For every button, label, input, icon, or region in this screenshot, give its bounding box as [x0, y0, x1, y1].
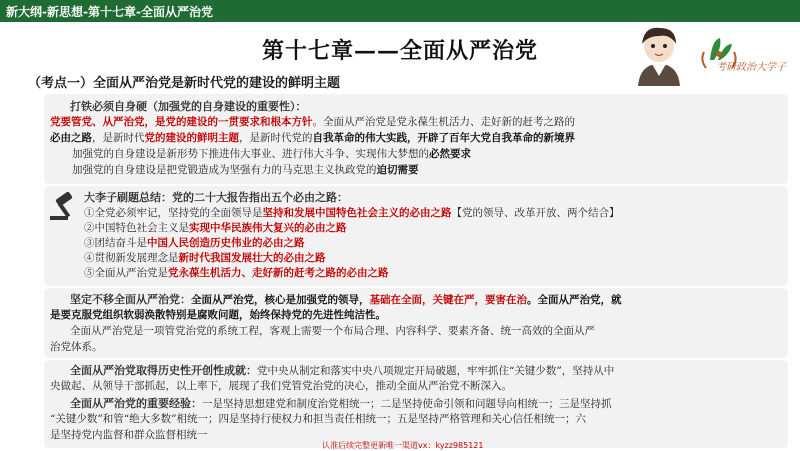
text-line: 必由之路，是新时代党的建设的鲜明主题，是新时代党的自我革命的伟大实践，开辟了百年大党自我革命的新境界: [50, 132, 575, 144]
breadcrumb-title: 新大纲-新思想-第十七章-全面从严治党: [6, 5, 213, 19]
text-line: 是坚持党内监督和群众监督相统一: [50, 429, 208, 441]
text-line: 坚定不移全面从严治党：全面从严治党，核心是加强党的领导，基础在全面，关键在严，要害在治。全面从严治党，就: [70, 293, 622, 306]
list-item: ④贯彻新发展理念是新时代我国发展壮大的必由之路: [84, 252, 326, 264]
panel-heading: 全面从严治党的重要经验：: [70, 397, 202, 410]
teacher-avatar: [630, 24, 688, 86]
panel-five-paths: [44, 186, 788, 286]
brand-text: 考研政治大学子: [716, 62, 786, 73]
panel-heading: 全面从严治党取得历史性开创性成就：: [70, 364, 257, 377]
panel-strict-governance: [44, 288, 788, 358]
text-line: 是要克服党组织软弱涣散特别是腐败问题，始终保持党的先进性纯洁性。: [50, 309, 386, 321]
list-item: ②中国特色社会主义是实现中华民族伟大复兴的必由之路: [84, 222, 347, 234]
text-line: 治党体系。: [50, 341, 103, 353]
panel-self-building: [44, 94, 788, 184]
text-line: 党要管党、从严治党，是党的建设的一贯要求和根本方针。全面从严治党是党永葆生机活力、走好新的赶考之路的: [50, 116, 575, 128]
top-bar: [0, 0, 800, 22]
text-line: 央做起、从领导干部抓起，以上率下，展现了我们党管党治党的决心，推动全面从严治党不断深入。: [50, 380, 512, 392]
list-item: ⑤全面从严治党是党永葆生机活力、走好新的赶考之路的必由之路: [84, 267, 389, 279]
watermark-note: 认准后续完整更新唯一渠道vx：kyzz985121: [322, 441, 484, 450]
list-item: ①全党必须牢记，坚持党的全面领导是坚持和发展中国特色社会主义的必由之路【党的领导、改革开放、两个结合】: [84, 207, 620, 219]
gavel-icon: [48, 192, 82, 222]
panel-heading: 打铁必须自身硬（加强党的自身建设的重要性）：: [70, 100, 307, 113]
chapter-title: 第十七章——全面从严治党: [261, 38, 538, 64]
text-line: “关键少数”和管“绝大多数”相统一；四是坚持行使权力和担当责任相统一；五是坚持严格管理和关心信任相统一；六: [50, 413, 586, 425]
text-line: 全面从严治党的重要经验：一是坚持思想建党和制度治党相统一；二是坚持使命引领和问题导向相统一；三是坚持抓: [70, 397, 612, 410]
text-line: 加强党的自身建设是把党锻造成为坚强有力的马克思主义执政党的迫切需要: [72, 164, 419, 176]
text-line: 全面从严治党是一项管党治党的系统工程，客观上需要一个布局合理、内容科学、要素齐备、统一高效的全面从严: [70, 325, 595, 337]
text-line: 加强党的自身建设是新形势下推进伟大事业、进行伟大斗争、实现伟大梦想的必然要求: [72, 148, 471, 160]
panel-heading: 坚定不移全面从严治党：: [70, 293, 191, 306]
text-line: 全面从严治党取得历史性开创性成就：党中央从制定和落实中央八项规定开局破题，牢牢抓住“关键少数”，坚持从中: [70, 364, 615, 377]
panel-heading: 大李子刷题总结：党的二十大报告指出五个必由之路：: [84, 191, 348, 204]
list-item: ③团结奋斗是中国人民创造历史伟业的必由之路: [84, 237, 305, 249]
section-heading: （考点一）全面从严治党是新时代党的建设的鲜明主题: [28, 76, 341, 91]
panel-achievements: [44, 360, 788, 448]
